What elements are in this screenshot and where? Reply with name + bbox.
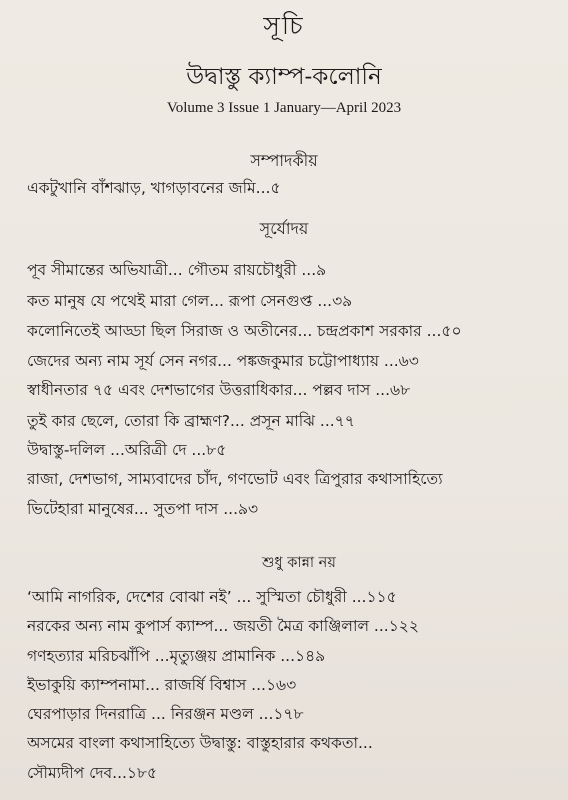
- toc-entry: একটুখানি বাঁশঝাড়, খাগড়াবনের জমি...৫: [27, 179, 281, 197]
- toc-entry: উদ্বাস্তু-দলিল ...অরিত্রী দে ...৮৫: [27, 441, 227, 459]
- toc-entry: কলোনিতেই আড্ডা ছিল সিরাজ ও অতীনের... চন্দ্রপ্রকাশ সরকার ...৫০: [27, 322, 462, 340]
- toc-entry: তুই কার ছেলে, তোরা কি ব্রাহ্মণ?... প্রসূন মাঝি ...৭৭: [27, 412, 355, 430]
- toc-entry: পূব সীমান্তের অভিযাত্রী... গৌতম রায়চৌধুরী ...৯: [27, 261, 327, 279]
- toc-entry: ‘আমি নাগরিক, দেশের বোঝা নই’ ... সুস্মিতা চৌধুরী ...১১৫: [27, 588, 397, 606]
- toc-entry: কত মানুষ যে পথেই মারা গেল... রূপা সেনগুপ্ত ...৩৯: [27, 292, 353, 310]
- toc-entry: জেদের অন্য নাম সূর্য সেন নগর... পঙ্কজকুমার চট্টোপাধ্যায় ...৬৩: [27, 352, 419, 370]
- toc-entry: গণহত্যার মরিচঝাঁপি ...মৃত্যুঞ্জয় প্রামানিক ...১৪৯: [27, 647, 326, 665]
- toc-entry: ভিটেহারা মানুষের... সুতপা দাস ...৯৩: [27, 500, 259, 518]
- section-heading-suryoday: সূর্যোদয়: [259, 219, 309, 238]
- section-heading-editorial: সম্পাদকীয়: [250, 151, 318, 170]
- toc-entry: নরকের অন্য নাম কুপার্স ক্যাম্প... জয়তী মৈত্র কাঞ্জিলাল ...১২২: [27, 617, 419, 635]
- section-heading-shudhu-kanna-noy: শুধু কান্না নয়: [262, 555, 336, 571]
- page-title: সূচি: [263, 11, 305, 40]
- toc-entry: স্বাধীনতার ৭৫ এবং দেশভাগের উত্তরাধিকার... পল্লব দাস ...৬৮: [27, 381, 411, 399]
- toc-entry: সৌম্যদীপ দেব...১৮৫: [27, 764, 158, 782]
- toc-entry: অসমের বাংলা কথাসাহিত্যে উদ্বাস্তু: বাস্তুহারার কথকতা...: [27, 734, 373, 752]
- volume-line: Volume 3 Issue 1 January—April 2023: [166, 100, 402, 116]
- toc-entry: ঘেরপাড়ার দিনরাত্রি ... নিরঞ্জন মণ্ডল ...১৭৮: [27, 705, 304, 723]
- toc-entry: ইভাকুয়ি ক্যাম্পনামা... রাজর্ষি বিশ্বাস ...১৬৩: [27, 676, 297, 694]
- toc-entry: রাজা, দেশভাগ, সাম্যবাদের চাঁদ, গণভোট এবং ত্রিপুরার কথাসাহিত্যে: [27, 470, 443, 488]
- magazine-title: উদ্বাস্তু ক্যাম্প-কলোনি: [186, 64, 382, 90]
